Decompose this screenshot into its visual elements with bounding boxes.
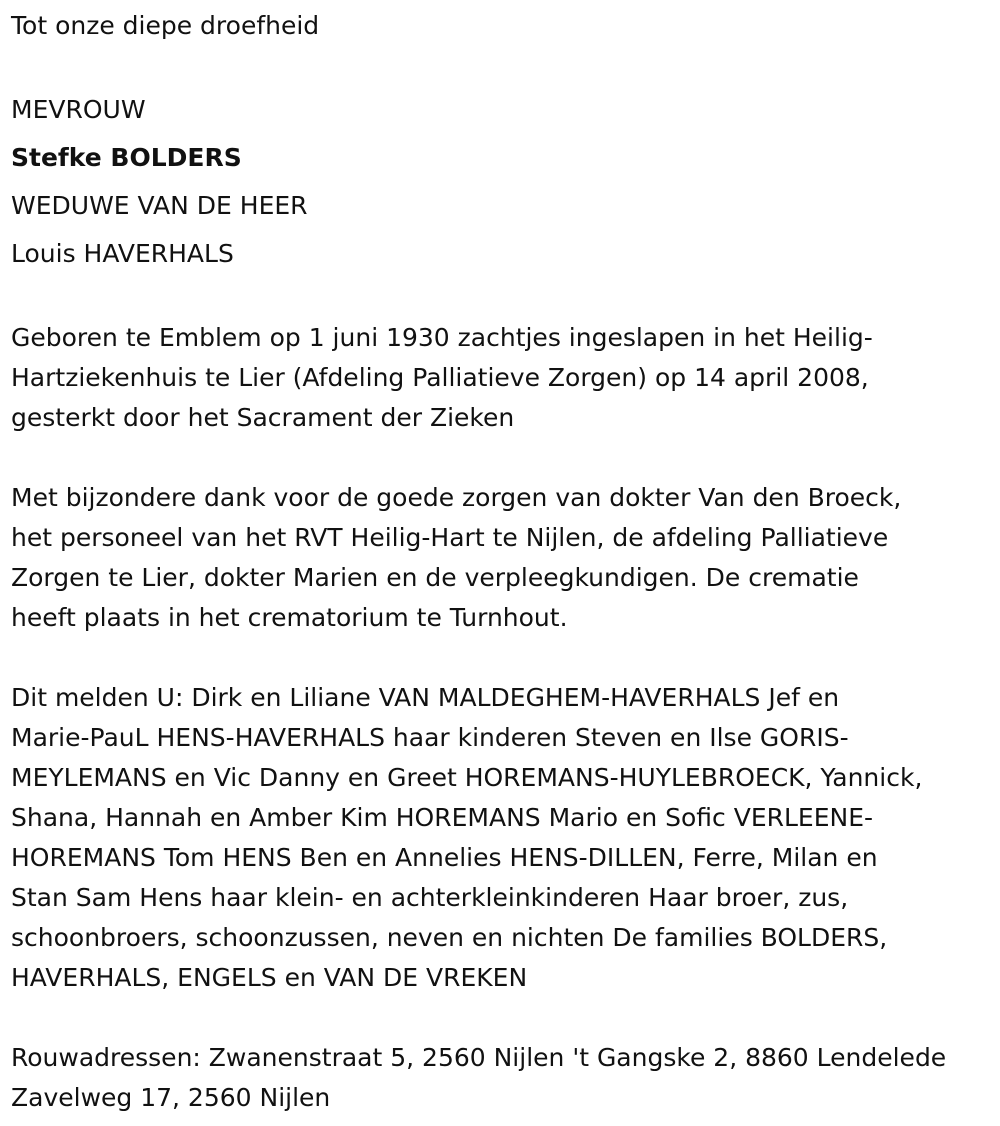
birth-line: gesterkt door het Sacrament der Zieken	[11, 403, 515, 432]
address-line: Rouwadressen: Zwanenstraat 5, 2560 Nijlen 't Gangske 2, 8860 Lendelede	[11, 1043, 947, 1072]
addresses-paragraph	[11, 1038, 991, 1118]
family-line: schoonbroers, schoonzussen, neven en nichten De families BOLDERS,	[11, 923, 888, 952]
deceased-title-block	[11, 86, 991, 278]
thanks-line: heeft plaats in het crematorium te Turnhout.	[11, 603, 568, 632]
family-line: Stan Sam Hens haar klein- en achterkleinkinderen Haar broer, zus,	[11, 883, 849, 912]
family-line: MEYLEMANS en Vic Danny en Greet HOREMANS-HUYLEBROECK, Yannick,	[11, 763, 923, 792]
intro-text: Tot onze diepe droefheid	[11, 11, 320, 40]
death-notice	[11, 0, 991, 1118]
thanks-line: Met bijzondere dank voor de goede zorgen van dokter Van den Broeck,	[11, 483, 902, 512]
address-line: Zavelweg 17, 2560 Nijlen	[11, 1083, 331, 1112]
family-line: Dit melden U: Dirk en Liliane VAN MALDEGHEM-HAVERHALS Jef en	[11, 683, 840, 712]
family-line: Shana, Hannah en Amber Kim HOREMANS Mario en Sofic VERLEENE-	[11, 803, 874, 832]
title-prefix: MEVROUW	[11, 95, 146, 124]
birth-line: Hartziekenhuis te Lier (Afdeling Palliatieve Zorgen) op 14 april 2008,	[11, 363, 869, 392]
family-paragraph	[11, 678, 991, 998]
family-line: Marie-PauL HENS-HAVERHALS haar kinderen Steven en Ilse GORIS-	[11, 723, 849, 752]
birth-paragraph	[11, 318, 991, 438]
birth-line: Geboren te Emblem op 1 juni 1930 zachtjes ingeslapen in het Heilig-	[11, 323, 873, 352]
thanks-line: het personeel van het RVT Heilig-Hart te Nijlen, de afdeling Palliatieve	[11, 523, 889, 552]
relation-text: WEDUWE VAN DE HEER	[11, 191, 308, 220]
deceased-name: Stefke BOLDERS	[11, 143, 242, 172]
thanks-paragraph	[11, 478, 991, 638]
family-line: HAVERHALS, ENGELS en VAN DE VREKEN	[11, 963, 528, 992]
thanks-line: Zorgen te Lier, dokter Marien en de verpleegkundigen. De crematie	[11, 563, 859, 592]
spouse-name: Louis HAVERHALS	[11, 239, 234, 268]
family-line: HOREMANS Tom HENS Ben en Annelies HENS-DILLEN, Ferre, Milan en	[11, 843, 878, 872]
